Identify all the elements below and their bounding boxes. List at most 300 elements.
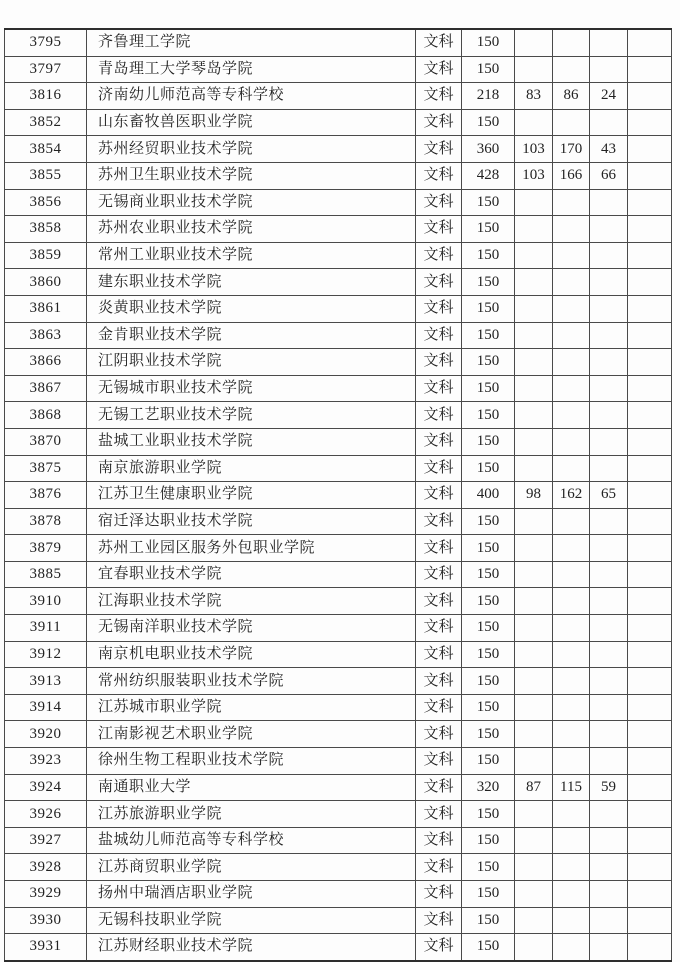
cell-subject-category: 文科 bbox=[416, 694, 462, 721]
cell-school-name: 江苏卫生健康职业学院 bbox=[87, 482, 416, 509]
cell-school-code: 3910 bbox=[5, 588, 87, 615]
cell-school-code: 3876 bbox=[5, 482, 87, 509]
cell-score-1: 150 bbox=[462, 508, 515, 535]
cell-score-3 bbox=[553, 801, 590, 828]
cell-school-code: 3912 bbox=[5, 641, 87, 668]
cell-score-1: 150 bbox=[462, 216, 515, 243]
cell-empty bbox=[628, 508, 672, 535]
cell-score-1: 150 bbox=[462, 854, 515, 881]
cell-school-code: 3852 bbox=[5, 109, 87, 136]
cell-school-code: 3797 bbox=[5, 56, 87, 83]
cell-school-name: 苏州卫生职业技术学院 bbox=[87, 162, 416, 189]
cell-school-name: 山东畜牧兽医职业学院 bbox=[87, 109, 416, 136]
cell-school-code: 3911 bbox=[5, 615, 87, 642]
cell-empty bbox=[628, 934, 672, 961]
cell-score-2 bbox=[515, 242, 553, 269]
cell-empty bbox=[628, 189, 672, 216]
cell-score-4 bbox=[590, 455, 628, 482]
table-row bbox=[5, 402, 672, 429]
cell-school-code: 3795 bbox=[5, 29, 87, 56]
table-row bbox=[5, 29, 672, 56]
cell-school-name: 建东职业技术学院 bbox=[87, 269, 416, 296]
cell-score-1: 150 bbox=[462, 561, 515, 588]
cell-score-3 bbox=[553, 295, 590, 322]
cell-score-4 bbox=[590, 349, 628, 376]
cell-subject-category: 文科 bbox=[416, 881, 462, 908]
cell-score-4 bbox=[590, 721, 628, 748]
cell-score-1: 150 bbox=[462, 375, 515, 402]
cell-subject-category: 文科 bbox=[416, 934, 462, 961]
cell-subject-category: 文科 bbox=[416, 269, 462, 296]
cell-score-4 bbox=[590, 934, 628, 961]
cell-empty bbox=[628, 694, 672, 721]
cell-score-1: 150 bbox=[462, 535, 515, 562]
cell-subject-category: 文科 bbox=[416, 508, 462, 535]
cell-score-3: 170 bbox=[553, 136, 590, 163]
cell-subject-category: 文科 bbox=[416, 641, 462, 668]
cell-school-code: 3885 bbox=[5, 561, 87, 588]
cell-school-name: 常州工业职业技术学院 bbox=[87, 242, 416, 269]
cell-score-4 bbox=[590, 109, 628, 136]
cell-score-4: 24 bbox=[590, 83, 628, 110]
cell-score-4 bbox=[590, 748, 628, 775]
cell-score-3 bbox=[553, 668, 590, 695]
cell-score-4: 66 bbox=[590, 162, 628, 189]
cell-subject-category: 文科 bbox=[416, 109, 462, 136]
cell-empty bbox=[628, 402, 672, 429]
cell-score-1: 150 bbox=[462, 402, 515, 429]
cell-empty bbox=[628, 801, 672, 828]
cell-school-name: 南京机电职业技术学院 bbox=[87, 641, 416, 668]
cell-score-3 bbox=[553, 322, 590, 349]
cell-score-1: 400 bbox=[462, 482, 515, 509]
cell-school-code: 3860 bbox=[5, 269, 87, 296]
cell-school-code: 3930 bbox=[5, 907, 87, 934]
cell-score-4 bbox=[590, 881, 628, 908]
cell-score-2 bbox=[515, 588, 553, 615]
cell-score-2 bbox=[515, 668, 553, 695]
cell-school-name: 江苏旅游职业学院 bbox=[87, 801, 416, 828]
cell-score-1: 320 bbox=[462, 774, 515, 801]
cell-subject-category: 文科 bbox=[416, 588, 462, 615]
cell-school-name: 济南幼儿师范高等专科学校 bbox=[87, 83, 416, 110]
cell-empty bbox=[628, 242, 672, 269]
cell-score-3 bbox=[553, 615, 590, 642]
table-row bbox=[5, 482, 672, 509]
cell-empty bbox=[628, 881, 672, 908]
cell-score-2 bbox=[515, 801, 553, 828]
cell-score-2 bbox=[515, 854, 553, 881]
table-row bbox=[5, 322, 672, 349]
cell-score-3 bbox=[553, 508, 590, 535]
cell-score-4 bbox=[590, 854, 628, 881]
cell-score-2 bbox=[515, 748, 553, 775]
cell-score-2 bbox=[515, 641, 553, 668]
cell-score-1: 150 bbox=[462, 428, 515, 455]
cell-empty bbox=[628, 455, 672, 482]
table-row bbox=[5, 801, 672, 828]
cell-score-4: 65 bbox=[590, 482, 628, 509]
cell-empty bbox=[628, 854, 672, 881]
cell-empty bbox=[628, 588, 672, 615]
cell-subject-category: 文科 bbox=[416, 535, 462, 562]
cell-score-2 bbox=[515, 508, 553, 535]
cell-score-2 bbox=[515, 561, 553, 588]
cell-subject-category: 文科 bbox=[416, 136, 462, 163]
cell-subject-category: 文科 bbox=[416, 482, 462, 509]
table-row bbox=[5, 428, 672, 455]
cell-score-4 bbox=[590, 29, 628, 56]
cell-subject-category: 文科 bbox=[416, 402, 462, 429]
table-row bbox=[5, 269, 672, 296]
cell-score-2 bbox=[515, 216, 553, 243]
cell-subject-category: 文科 bbox=[416, 242, 462, 269]
cell-school-name: 无锡南洋职业技术学院 bbox=[87, 615, 416, 642]
cell-score-3 bbox=[553, 694, 590, 721]
cell-score-2 bbox=[515, 322, 553, 349]
cell-school-code: 3858 bbox=[5, 216, 87, 243]
cell-score-2 bbox=[515, 827, 553, 854]
cell-subject-category: 文科 bbox=[416, 162, 462, 189]
cell-empty bbox=[628, 295, 672, 322]
cell-school-name: 炎黄职业技术学院 bbox=[87, 295, 416, 322]
cell-school-code: 3931 bbox=[5, 934, 87, 961]
cell-score-3 bbox=[553, 56, 590, 83]
cell-score-1: 150 bbox=[462, 668, 515, 695]
table-row bbox=[5, 56, 672, 83]
cell-empty bbox=[628, 109, 672, 136]
cell-subject-category: 文科 bbox=[416, 668, 462, 695]
cell-score-2 bbox=[515, 428, 553, 455]
cell-score-3 bbox=[553, 721, 590, 748]
cell-score-4 bbox=[590, 269, 628, 296]
cell-score-1: 150 bbox=[462, 109, 515, 136]
cell-school-name: 无锡工艺职业技术学院 bbox=[87, 402, 416, 429]
cell-school-code: 3913 bbox=[5, 668, 87, 695]
cell-school-code: 3929 bbox=[5, 881, 87, 908]
cell-score-1: 150 bbox=[462, 242, 515, 269]
cell-subject-category: 文科 bbox=[416, 854, 462, 881]
cell-score-2: 87 bbox=[515, 774, 553, 801]
table-row bbox=[5, 162, 672, 189]
cell-score-1: 150 bbox=[462, 694, 515, 721]
table-row bbox=[5, 535, 672, 562]
table-row bbox=[5, 349, 672, 376]
cell-score-4 bbox=[590, 827, 628, 854]
table-row bbox=[5, 561, 672, 588]
cell-school-code: 3924 bbox=[5, 774, 87, 801]
cell-empty bbox=[628, 162, 672, 189]
cell-school-name: 江南影视艺术职业学院 bbox=[87, 721, 416, 748]
cell-score-3 bbox=[553, 934, 590, 961]
cell-subject-category: 文科 bbox=[416, 801, 462, 828]
cell-score-3 bbox=[553, 269, 590, 296]
cell-school-name: 徐州生物工程职业技术学院 bbox=[87, 748, 416, 775]
cell-school-name: 苏州农业职业技术学院 bbox=[87, 216, 416, 243]
cell-empty bbox=[628, 349, 672, 376]
cell-score-1: 150 bbox=[462, 189, 515, 216]
cell-empty bbox=[628, 535, 672, 562]
cell-school-code: 3854 bbox=[5, 136, 87, 163]
table-row bbox=[5, 588, 672, 615]
cell-subject-category: 文科 bbox=[416, 83, 462, 110]
cell-score-1: 150 bbox=[462, 641, 515, 668]
cell-score-1: 150 bbox=[462, 615, 515, 642]
cell-score-1: 150 bbox=[462, 322, 515, 349]
table-row bbox=[5, 136, 672, 163]
cell-score-4 bbox=[590, 694, 628, 721]
cell-score-4 bbox=[590, 641, 628, 668]
cell-score-2 bbox=[515, 934, 553, 961]
cell-school-code: 3868 bbox=[5, 402, 87, 429]
table-row bbox=[5, 508, 672, 535]
table-row bbox=[5, 694, 672, 721]
cell-score-3: 166 bbox=[553, 162, 590, 189]
admission-score-table bbox=[4, 28, 672, 962]
cell-school-name: 金肯职业技术学院 bbox=[87, 322, 416, 349]
cell-score-1: 360 bbox=[462, 136, 515, 163]
cell-score-4 bbox=[590, 322, 628, 349]
cell-subject-category: 文科 bbox=[416, 56, 462, 83]
cell-score-4 bbox=[590, 428, 628, 455]
table-row bbox=[5, 455, 672, 482]
cell-empty bbox=[628, 56, 672, 83]
cell-school-code: 3928 bbox=[5, 854, 87, 881]
cell-empty bbox=[628, 83, 672, 110]
table-row bbox=[5, 827, 672, 854]
cell-school-name: 无锡城市职业技术学院 bbox=[87, 375, 416, 402]
cell-score-2 bbox=[515, 269, 553, 296]
cell-empty bbox=[628, 748, 672, 775]
cell-school-name: 江苏商贸职业学院 bbox=[87, 854, 416, 881]
cell-score-1: 150 bbox=[462, 934, 515, 961]
cell-score-4 bbox=[590, 615, 628, 642]
cell-score-1: 150 bbox=[462, 269, 515, 296]
cell-empty bbox=[628, 322, 672, 349]
cell-score-3 bbox=[553, 881, 590, 908]
table-row bbox=[5, 216, 672, 243]
cell-score-4: 59 bbox=[590, 774, 628, 801]
cell-score-3 bbox=[553, 189, 590, 216]
cell-score-4 bbox=[590, 295, 628, 322]
cell-score-1: 150 bbox=[462, 29, 515, 56]
table-row bbox=[5, 854, 672, 881]
cell-school-code: 3856 bbox=[5, 189, 87, 216]
cell-subject-category: 文科 bbox=[416, 615, 462, 642]
cell-score-1: 218 bbox=[462, 83, 515, 110]
cell-school-code: 3926 bbox=[5, 801, 87, 828]
cell-school-name: 江苏城市职业学院 bbox=[87, 694, 416, 721]
cell-score-3 bbox=[553, 216, 590, 243]
cell-subject-category: 文科 bbox=[416, 774, 462, 801]
cell-school-code: 3914 bbox=[5, 694, 87, 721]
cell-subject-category: 文科 bbox=[416, 375, 462, 402]
table-row bbox=[5, 721, 672, 748]
cell-subject-category: 文科 bbox=[416, 721, 462, 748]
cell-score-2 bbox=[515, 694, 553, 721]
cell-school-name: 江海职业技术学院 bbox=[87, 588, 416, 615]
cell-subject-category: 文科 bbox=[416, 428, 462, 455]
cell-subject-category: 文科 bbox=[416, 748, 462, 775]
cell-score-1: 150 bbox=[462, 801, 515, 828]
cell-school-code: 3927 bbox=[5, 827, 87, 854]
table-body bbox=[5, 29, 672, 961]
cell-score-1: 150 bbox=[462, 881, 515, 908]
cell-empty bbox=[628, 482, 672, 509]
cell-empty bbox=[628, 136, 672, 163]
cell-score-2 bbox=[515, 881, 553, 908]
cell-score-2 bbox=[515, 535, 553, 562]
cell-subject-category: 文科 bbox=[416, 189, 462, 216]
cell-school-name: 江阴职业技术学院 bbox=[87, 349, 416, 376]
cell-school-code: 3855 bbox=[5, 162, 87, 189]
cell-school-code: 3875 bbox=[5, 455, 87, 482]
cell-subject-category: 文科 bbox=[416, 827, 462, 854]
cell-score-2 bbox=[515, 56, 553, 83]
cell-score-4 bbox=[590, 402, 628, 429]
cell-school-name: 宿迁泽达职业技术学院 bbox=[87, 508, 416, 535]
cell-score-3 bbox=[553, 854, 590, 881]
cell-subject-category: 文科 bbox=[416, 455, 462, 482]
cell-school-name: 齐鲁理工学院 bbox=[87, 29, 416, 56]
cell-score-1: 150 bbox=[462, 827, 515, 854]
cell-score-3 bbox=[553, 455, 590, 482]
cell-score-3: 115 bbox=[553, 774, 590, 801]
cell-score-2: 103 bbox=[515, 136, 553, 163]
cell-score-1: 150 bbox=[462, 455, 515, 482]
cell-empty bbox=[628, 428, 672, 455]
cell-subject-category: 文科 bbox=[416, 561, 462, 588]
cell-empty bbox=[628, 615, 672, 642]
cell-score-3 bbox=[553, 748, 590, 775]
cell-school-name: 南通职业大学 bbox=[87, 774, 416, 801]
cell-school-code: 3816 bbox=[5, 83, 87, 110]
table-row bbox=[5, 375, 672, 402]
cell-score-1: 150 bbox=[462, 349, 515, 376]
cell-score-1: 150 bbox=[462, 748, 515, 775]
cell-empty bbox=[628, 375, 672, 402]
cell-score-3 bbox=[553, 375, 590, 402]
cell-school-name: 无锡商业职业技术学院 bbox=[87, 189, 416, 216]
cell-score-3 bbox=[553, 588, 590, 615]
cell-score-1: 150 bbox=[462, 295, 515, 322]
cell-score-4 bbox=[590, 801, 628, 828]
cell-score-4 bbox=[590, 375, 628, 402]
table-row bbox=[5, 615, 672, 642]
cell-school-name: 盐城幼儿师范高等专科学校 bbox=[87, 827, 416, 854]
cell-subject-category: 文科 bbox=[416, 216, 462, 243]
cell-school-code: 3870 bbox=[5, 428, 87, 455]
cell-score-3: 162 bbox=[553, 482, 590, 509]
cell-score-4 bbox=[590, 189, 628, 216]
table-row bbox=[5, 748, 672, 775]
cell-empty bbox=[628, 29, 672, 56]
table-row bbox=[5, 83, 672, 110]
table-row bbox=[5, 641, 672, 668]
cell-score-2 bbox=[515, 109, 553, 136]
cell-score-1: 150 bbox=[462, 56, 515, 83]
cell-empty bbox=[628, 827, 672, 854]
cell-score-4 bbox=[590, 668, 628, 695]
cell-score-3 bbox=[553, 242, 590, 269]
table-row bbox=[5, 774, 672, 801]
cell-score-4 bbox=[590, 588, 628, 615]
cell-school-name: 盐城工业职业技术学院 bbox=[87, 428, 416, 455]
cell-empty bbox=[628, 641, 672, 668]
cell-score-4 bbox=[590, 56, 628, 83]
cell-score-3 bbox=[553, 827, 590, 854]
table-row bbox=[5, 295, 672, 322]
cell-score-2 bbox=[515, 402, 553, 429]
cell-school-code: 3878 bbox=[5, 508, 87, 535]
cell-school-code: 3863 bbox=[5, 322, 87, 349]
cell-score-4: 43 bbox=[590, 136, 628, 163]
cell-school-name: 南京旅游职业学院 bbox=[87, 455, 416, 482]
cell-subject-category: 文科 bbox=[416, 295, 462, 322]
cell-school-code: 3920 bbox=[5, 721, 87, 748]
cell-score-1: 150 bbox=[462, 907, 515, 934]
table-row bbox=[5, 934, 672, 961]
cell-school-code: 3866 bbox=[5, 349, 87, 376]
cell-score-1: 428 bbox=[462, 162, 515, 189]
cell-empty bbox=[628, 216, 672, 243]
cell-score-2 bbox=[515, 349, 553, 376]
cell-score-4 bbox=[590, 561, 628, 588]
cell-subject-category: 文科 bbox=[416, 29, 462, 56]
cell-empty bbox=[628, 774, 672, 801]
cell-score-2: 98 bbox=[515, 482, 553, 509]
cell-score-2 bbox=[515, 615, 553, 642]
cell-school-name: 江苏财经职业技术学院 bbox=[87, 934, 416, 961]
cell-score-3 bbox=[553, 109, 590, 136]
cell-school-name: 扬州中瑞酒店职业学院 bbox=[87, 881, 416, 908]
cell-school-name: 常州纺织服装职业技术学院 bbox=[87, 668, 416, 695]
cell-score-1: 150 bbox=[462, 721, 515, 748]
cell-school-name: 苏州工业园区服务外包职业学院 bbox=[87, 535, 416, 562]
cell-subject-category: 文科 bbox=[416, 349, 462, 376]
cell-score-4 bbox=[590, 242, 628, 269]
cell-score-2 bbox=[515, 29, 553, 56]
table-row bbox=[5, 881, 672, 908]
cell-score-3 bbox=[553, 535, 590, 562]
cell-score-3 bbox=[553, 641, 590, 668]
cell-empty bbox=[628, 668, 672, 695]
cell-score-2 bbox=[515, 375, 553, 402]
cell-score-3 bbox=[553, 29, 590, 56]
cell-school-code: 3923 bbox=[5, 748, 87, 775]
cell-school-code: 3867 bbox=[5, 375, 87, 402]
cell-score-4 bbox=[590, 508, 628, 535]
cell-score-1: 150 bbox=[462, 588, 515, 615]
cell-subject-category: 文科 bbox=[416, 322, 462, 349]
cell-empty bbox=[628, 561, 672, 588]
table-row bbox=[5, 109, 672, 136]
table-row bbox=[5, 189, 672, 216]
cell-school-name: 无锡科技职业学院 bbox=[87, 907, 416, 934]
cell-school-code: 3861 bbox=[5, 295, 87, 322]
table-row bbox=[5, 242, 672, 269]
cell-score-4 bbox=[590, 216, 628, 243]
cell-score-2 bbox=[515, 295, 553, 322]
cell-score-2: 83 bbox=[515, 83, 553, 110]
table-row bbox=[5, 668, 672, 695]
cell-score-2 bbox=[515, 721, 553, 748]
cell-score-4 bbox=[590, 535, 628, 562]
cell-school-name: 苏州经贸职业技术学院 bbox=[87, 136, 416, 163]
cell-subject-category: 文科 bbox=[416, 907, 462, 934]
cell-score-3 bbox=[553, 349, 590, 376]
cell-score-3: 86 bbox=[553, 83, 590, 110]
